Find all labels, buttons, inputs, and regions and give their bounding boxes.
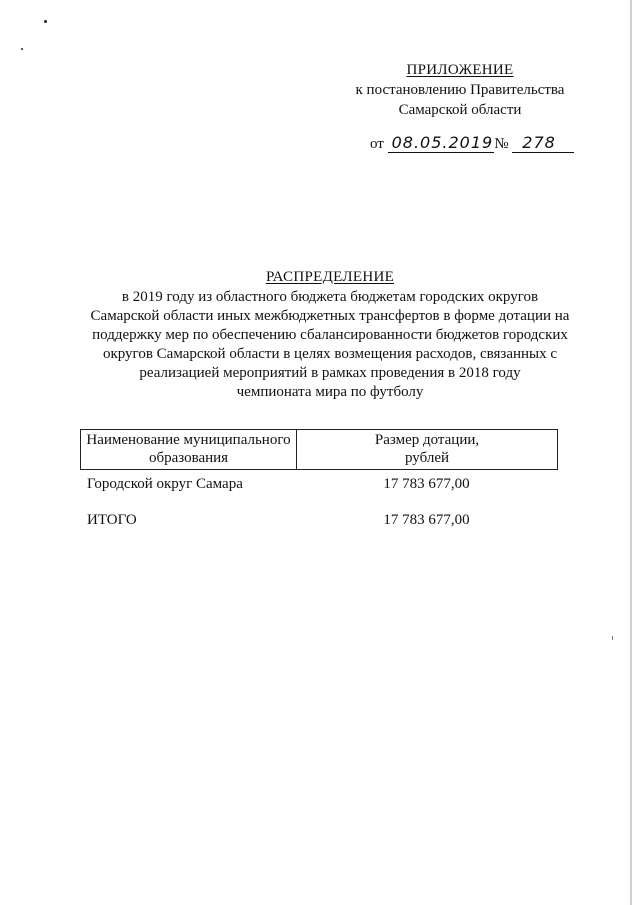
row-municipality: Городской округ Самара	[87, 476, 243, 492]
appendix-line-2: Самарской области	[398, 102, 522, 118]
appendix-title: ПРИЛОЖЕНИЕ	[406, 62, 514, 78]
order-from-label: от	[370, 136, 384, 152]
handwritten-order-date: 08.05.2019	[388, 133, 495, 153]
heading-line-4: округов Самарской области в целях возмещения расходов, связанных с	[102, 346, 558, 362]
heading-line-3: поддержку мер по обеспечению сбалансированности бюджетов городских	[92, 327, 568, 343]
order-date-number-line	[370, 133, 574, 153]
row-amount: 17 783 677,00	[383, 476, 470, 492]
appendix-line-1: к постановлению Правительства	[355, 82, 565, 98]
column-header-amount	[296, 430, 558, 469]
scan-mark	[612, 636, 613, 640]
table-header	[80, 429, 558, 470]
column-header-municipality-line-2: образования	[148, 450, 229, 466]
heading-line-6: чемпионата мира по футболу	[236, 384, 424, 400]
scan-speck	[21, 48, 23, 50]
order-number-label: №	[494, 136, 509, 152]
document-heading	[60, 268, 600, 402]
table-total-row	[80, 511, 558, 529]
column-header-amount-line-1: Размер дотации,	[374, 432, 480, 448]
heading-line-1: в 2019 году из областного бюджета бюджетам городских округов	[121, 289, 539, 305]
scan-edge	[630, 0, 632, 905]
total-amount: 17 783 677,00	[383, 512, 470, 528]
handwritten-order-number: 278	[512, 133, 574, 153]
heading-line-2: Самарской области иных межбюджетных трансфертов в форме дотации на	[90, 308, 570, 324]
table-row	[80, 475, 558, 493]
total-label: ИТОГО	[87, 512, 137, 528]
heading-title: РАСПРЕДЕЛЕНИЕ	[265, 269, 395, 285]
appendix-block	[340, 60, 580, 120]
column-header-municipality-line-1: Наименование муниципального	[86, 432, 291, 448]
heading-line-5: реализацией мероприятий в рамках проведения в 2018 году	[139, 365, 521, 381]
distribution-table	[80, 429, 558, 529]
column-header-amount-line-2: рублей	[404, 450, 450, 466]
scan-speck	[44, 20, 47, 23]
column-header-municipality	[80, 430, 296, 469]
